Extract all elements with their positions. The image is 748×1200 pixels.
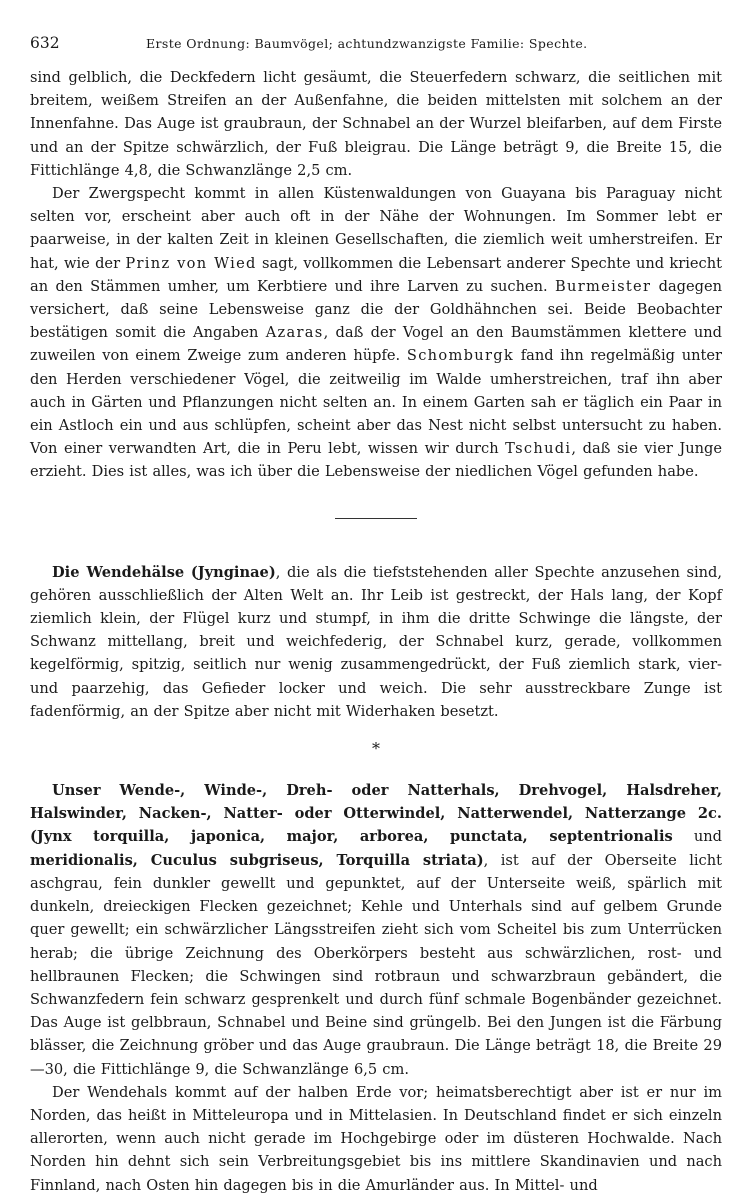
asterism: *: [372, 739, 380, 759]
running-head: Erste Ordnung: Baumvögel; achtundzwanzigste Familie: Spechte.: [146, 36, 588, 51]
text-segment: , daß der Vogel an den Baumstämmen klettere und zuweilen von einem Zweige zum anderen hüpfe.: [30, 324, 722, 365]
author-name: Azaras: [265, 324, 324, 342]
subfamily-latin-name: (Jynginae): [190, 563, 276, 581]
text-segment: , daß sie vier Junge erzieht. Dies ist alles, was ich über die Lebensweise der niedlichen Vögel gefunden habe.: [30, 440, 722, 481]
text-segment: , ist auf der Oberseite licht aschgrau, fein dunkler gewellt und gepunktet, auf der Unterseite weiß, spärlich mit dunkeln, dreieckigen Flecken gezeichnet; Kehle und Unterhals sind auf gelbem Grunde quer gewellt; ein schwärzlicher Längsstreifen zieht sich vom Scheitel bis zum Unterrücken herab; die übrige Zeichnung des Oberkörpers besteht aus schwärzlichen, rost- und hellbraunen Flecken; die Schwingen sind rotbraun und schwarzbraun gebändert, die Schwanzfedern fein schwarz gesprenkelt und durch fünf schmale Bogenbänder gezeichnet. Das Auge ist gelbbraun, Schnabel und Beine sind grüngelb. Bei den Jungen ist die Färbung blässer, die Zeichnung gröber und das Auge graubraun. Die Länge beträgt 18, die Breite 29—30, die Fittichlänge 9, die Schwanzlänge 6,5 cm.: [30, 851, 722, 1078]
text-segment: und: [672, 828, 723, 846]
text-segment: Der Zwergspecht kommt in allen Küstenwaldungen von Guayana bis Paraguay nicht selten vor, erscheint aber auch oft in der Nähe der Wohnungen. Im Sommer lebt er paarweise, in der kalten Zeit in kleinen Gesellschaften, die ziemlich weit umherstreifen. Er hat, wie der: [30, 185, 722, 272]
author-name: Prinz von Wied: [125, 254, 257, 272]
text-segment: fand ihn regelmäßig unter den Herden verschiedener Vögel, die zeitweilig im Walde umherstreichen, traf ihn aber auch in Gärten und Pflanzungen nicht selten an. In einem Garten sah er täglich ein Paar in ein Astloch ein und aus schlüpfen, scheint aber das Nest nicht selbst untersucht zu haben. Von einer verwandten Art, die in Peru lebt, wissen wir durch: [30, 347, 722, 458]
paragraph-dwarf-woodpecker-habits: [30, 182, 722, 484]
text-segment: , die als die tiefststehenden aller Spechte anzusehen sind, gehören ausschließlich der Alten Welt an. Ihr Leib ist gestreckt, der Hals lang, der Kopf ziemlich klein, der Flügel kurz und stumpf, in ihm die dritte Schwinge die längste, der Schwanz mittellang, breit und weichfederig, der Schnabel kurz, gerade, vollkommen kegelförmig, spitzig, seitlich nur wenig zusammengedrückt, der Fuß ziemlich stark, vier- und paarzehig, das Gefieder locker und weich. Die sehr ausstreckbare Zunge ist fadenförmig, an der Spitze aber nicht mit Widerhaken besetzt.: [30, 563, 723, 720]
page-number: 632: [30, 34, 60, 52]
text-segment: sagt, vollkommen die Lebensart anderer Spechte und kriecht an den Stämmen umher, um Kerbtiere und ihre Larven zu suchen.: [30, 254, 722, 295]
subfamily-term: Die Wendehälse: [52, 563, 185, 581]
latin-names: (Jynx torquilla, japonica, major, arborea, punctata, septentrionalis: [30, 828, 673, 846]
page-header: [30, 34, 722, 60]
author-name: Schomburgk: [406, 347, 515, 365]
paragraph-plumage-description: sind gelblich, die Deckfedern licht gesäumt, die Steuerfedern schwarz, die seitlichen mit breitem, weißem Streifen an der Außenfahne, die beiden mittelsten mit solchem an der Innenfahne. Das Auge ist graubraun, der Schnabel an der Wurzel bleifarben, auf dem Firste und an der Spitze schwärzlich, der Fuß bleigrau. Die Länge beträgt 9, die Breite 15, die Fittichlänge 4,8, die Schwanzlänge 2,5 cm.: [30, 69, 722, 179]
book-page: [30, 34, 722, 1197]
author-name: Tschudi: [505, 440, 572, 458]
text-segment: dagegen versichert, daß seine Lebensweise ganz die der Goldhähnchen sei. Beide Beobachter bestätigen somit die Angaben: [30, 277, 722, 342]
common-names: Unser Wende-, Winde-, Dreh- oder Natterhals, Drehvogel, Halsdreher, Halswinder, Nacken-, Natter- oder Otterwindel, Natterwendel, Natterzange 2c.: [30, 782, 722, 823]
latin-names-continued: meridionalis, Cuculus subgriseus, Torquilla striata): [30, 851, 484, 869]
paragraph-wryneck-description: [30, 779, 722, 1081]
author-name: Burmeister: [555, 277, 652, 295]
section-divider: [335, 518, 417, 519]
paragraph-wryneck-distribution: Der Wendehals kommt auf der halben Erde vor; heimatsberechtigt aber ist er nur im Norden, das heißt in Mitteleuropa und in Mittelasien. In Deutschland findet er sich einzeln allerorten, wenn auch nicht gerade im Hochgebirge oder im düsteren Hochwalde. Nach Norden hin dehnt sich sein Verbreitungsgebiet bis ins mittlere Skandinavien und nach Finnland, nach Osten hin dagegen bis in die Amurländer aus. In Mittel- und: [30, 1083, 722, 1194]
paragraph-wryneck-subfamily: [30, 561, 722, 723]
